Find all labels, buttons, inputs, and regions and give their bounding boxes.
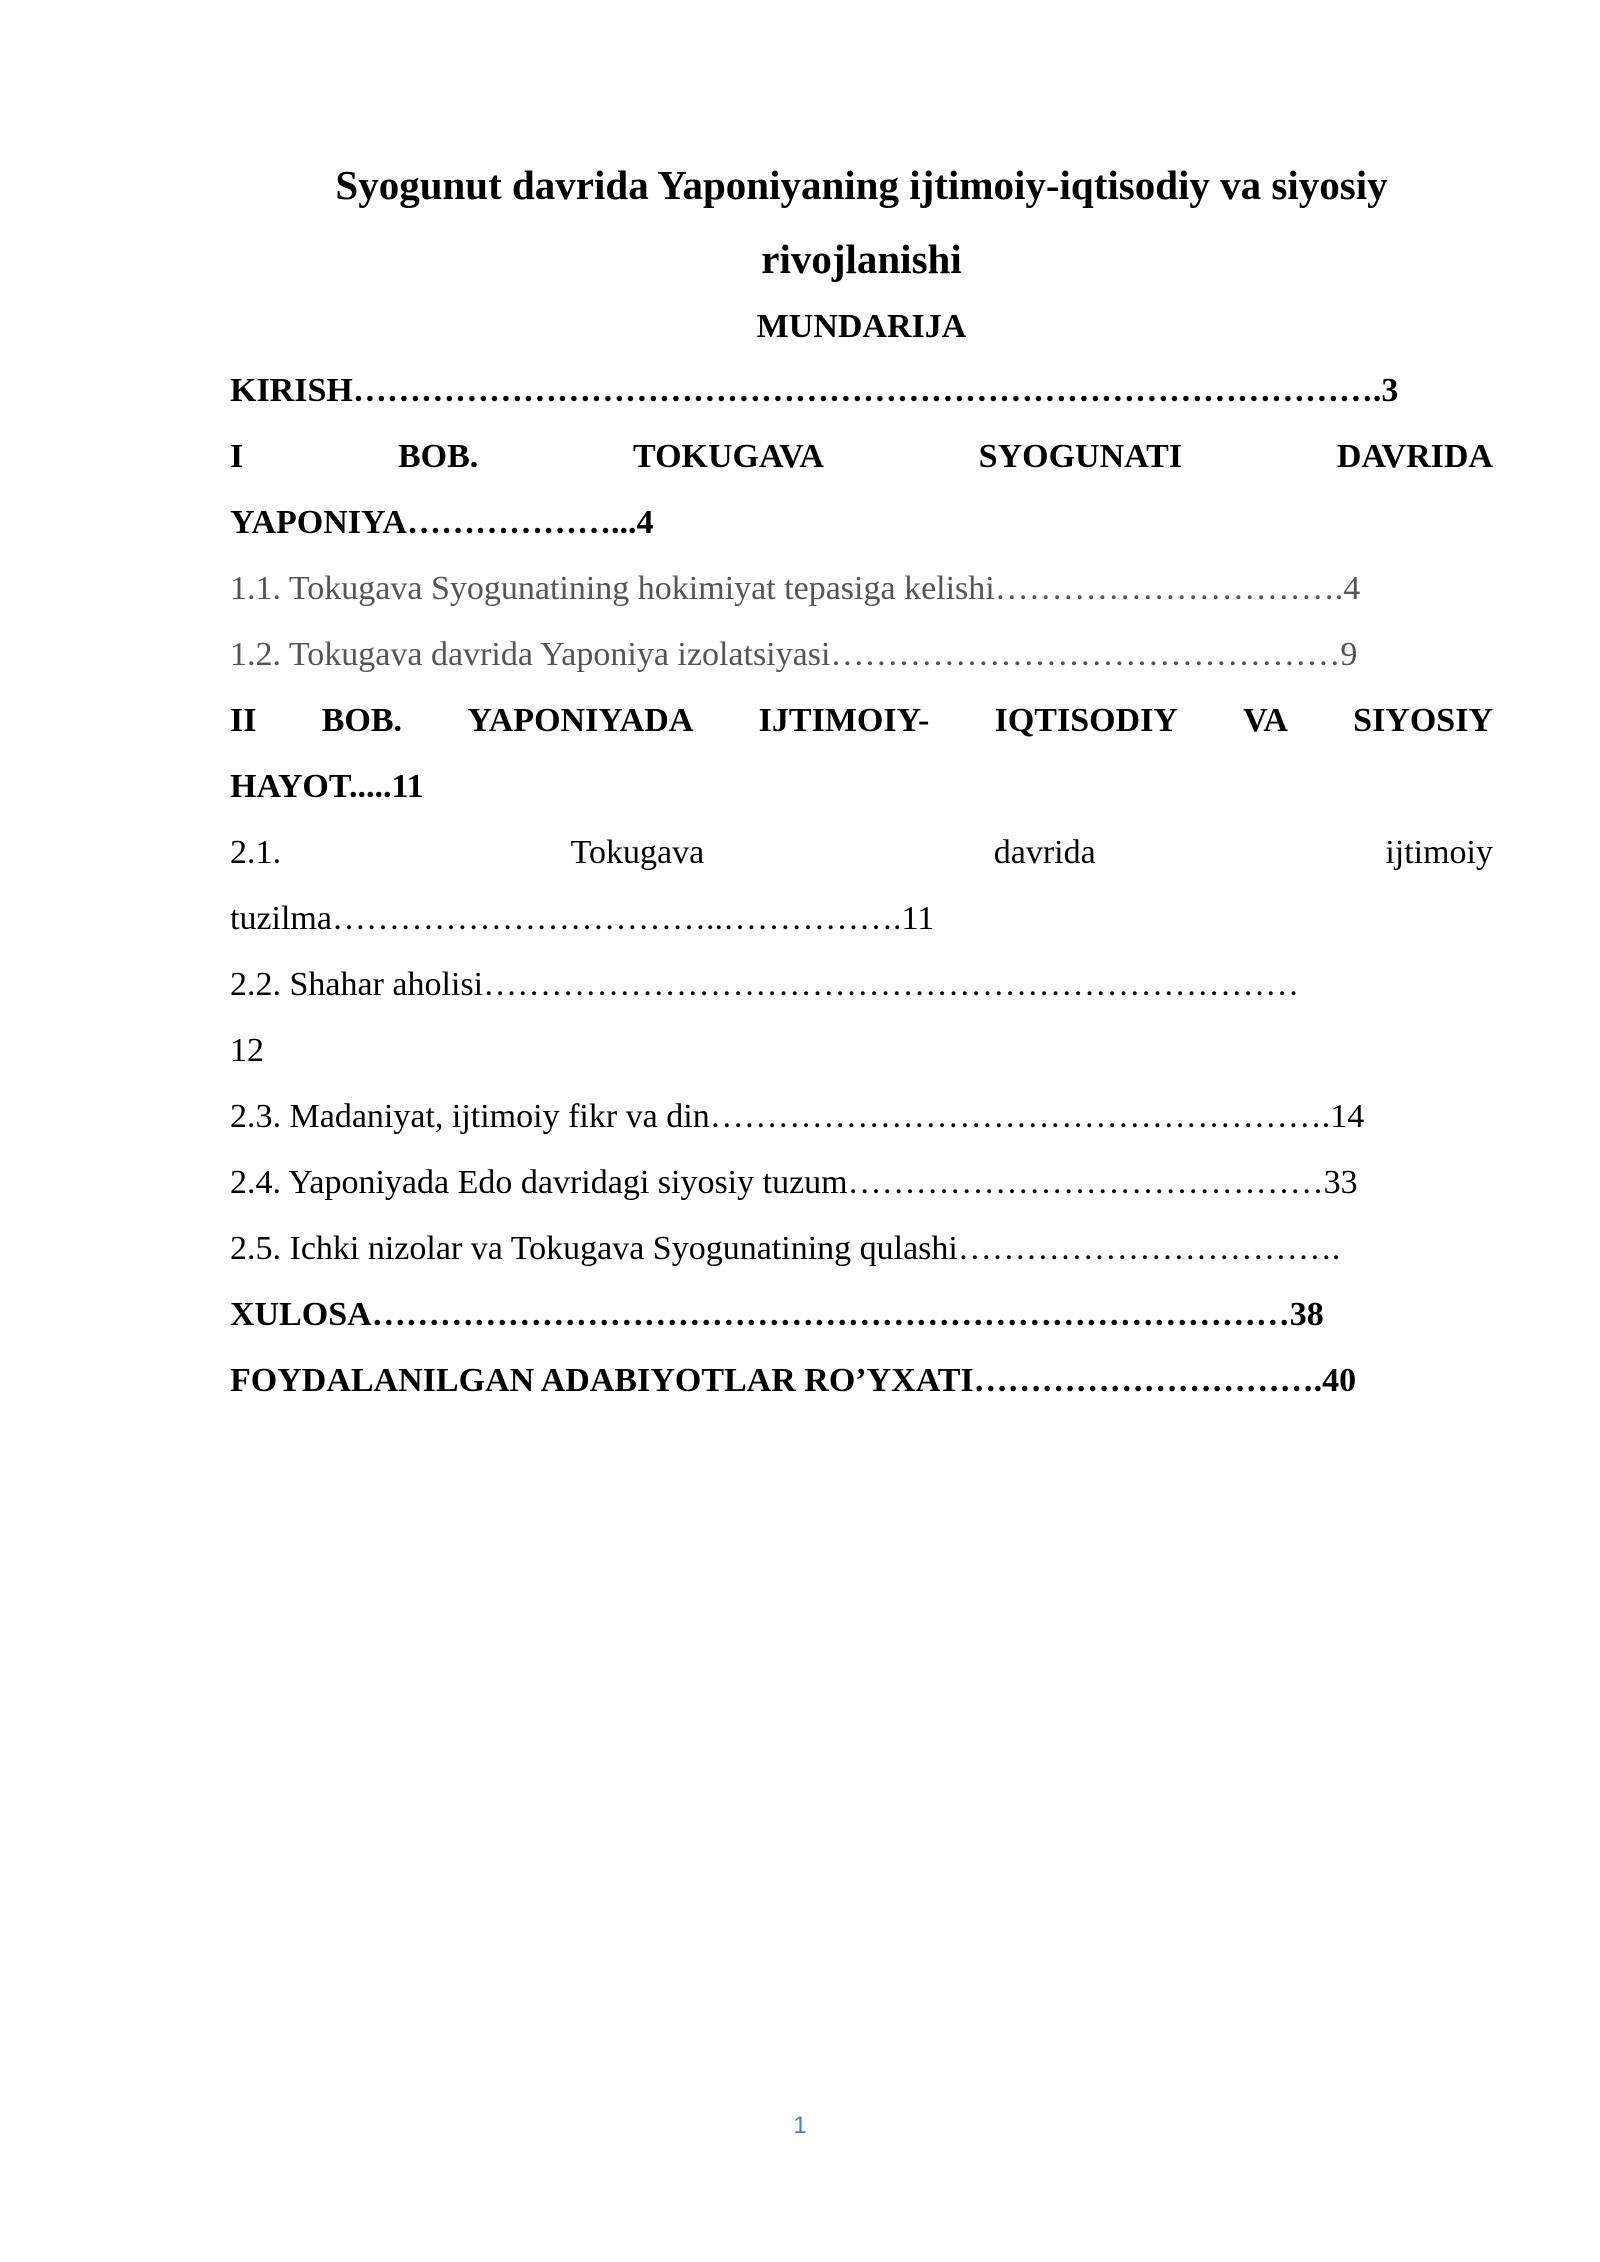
toc-word: I: [230, 438, 244, 475]
toc-word: Tokugava: [570, 834, 705, 871]
toc-entry-1-2: 1.2. Tokugava davrida Yaponiya izolatsiyasi………………………………………9: [230, 636, 1358, 673]
toc-entry-2-1-cont: tuzilma……………………………..…………….11: [230, 900, 935, 937]
toc-word: IJTIMOIY-: [758, 702, 930, 739]
toc-entry-2-2-cont: 12: [230, 1032, 264, 1069]
toc-entry-1-1: 1.1. Tokugava Syogunatining hokimiyat tepasiga kelishi………………………….4: [230, 570, 1361, 607]
toc-word: 2.1.: [230, 834, 281, 871]
toc-word: BOB.: [397, 438, 479, 475]
toc-entry-adabiyot: FOYDALANILGAN ADABIYOTLAR RO’YXATI………………………….40: [230, 1362, 1357, 1399]
document-title: Syogunut davrida Yaponiyaning ijtimoiy-iqtisodiy va siyosiy rivojlanishi: [335, 162, 1388, 282]
toc-word: davrida: [993, 834, 1096, 871]
toc-word: IQTISODIY: [994, 702, 1178, 739]
toc-entry-chapter-1: [230, 424, 1493, 490]
toc-entry-xulosa: XULOSA………………………………………………………………………38: [230, 1296, 1324, 1333]
toc-entry-kirish: KIRISH……………………………………………………………………………….3: [230, 372, 1399, 409]
toc-word: DAVRIDA: [1336, 438, 1493, 475]
document-content: [230, 148, 1493, 1414]
toc-word: VA: [1243, 702, 1288, 739]
toc-word: YAPONIYADA: [467, 702, 694, 739]
toc-entry-chapter-1-cont: YAPONIYA………………...4: [230, 504, 654, 541]
toc-heading: MUNDARIJA: [756, 308, 967, 345]
toc-entry-chapter-2-cont: HAYOT.....11: [230, 768, 424, 805]
toc-entry-2-2: 2.2. Shahar aholisi………………………………………………………………: [230, 966, 1300, 1003]
toc-word: SIYOSIY: [1353, 702, 1493, 739]
toc-word: BOB.: [321, 702, 403, 739]
toc-entry-chapter-2: [230, 688, 1493, 754]
toc-entry-2-3: 2.3. Madaniyat, ijtimoiy fikr va din……………………………………………….14: [230, 1098, 1365, 1135]
page-number: 1: [793, 2112, 807, 2139]
toc-word: ijtimoiy: [1385, 834, 1493, 871]
toc-word: SYOGUNATI: [978, 438, 1183, 475]
toc-word: TOKUGAVA: [633, 438, 824, 475]
toc-entry-2-4: 2.4. Yaponiyada Edo davridagi siyosiy tuzum……………………………………33: [230, 1164, 1358, 1201]
toc-word: II: [230, 702, 257, 739]
toc-entry-2-1: [230, 820, 1493, 886]
toc-entry-2-5: 2.5. Ichki nizolar va Tokugava Syogunatining qulashi…………………………….: [230, 1230, 1341, 1267]
